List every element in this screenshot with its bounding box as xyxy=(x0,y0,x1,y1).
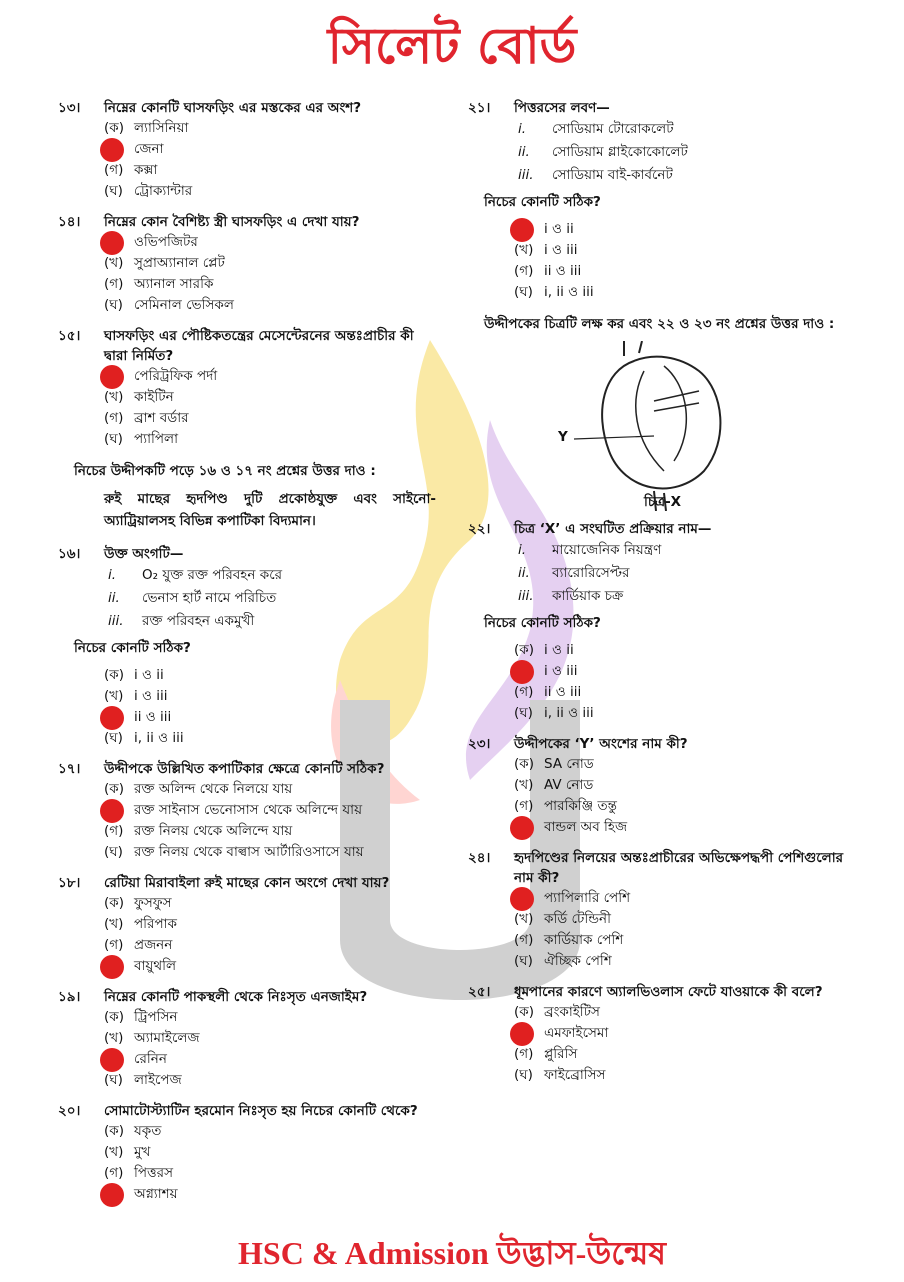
answer-marker-dot xyxy=(510,816,534,840)
question-block xyxy=(58,98,436,202)
option-text: i, ii ও iii xyxy=(544,284,594,300)
left-column xyxy=(58,98,436,1215)
option-row xyxy=(514,682,848,703)
option-letter: (ক) xyxy=(104,781,124,797)
question-block xyxy=(58,326,436,450)
question-header xyxy=(58,873,436,893)
question-header xyxy=(58,759,436,779)
option-letter: (খ) xyxy=(104,688,124,704)
option-text: ii ও iii xyxy=(134,709,172,725)
option-text: কাইটিন xyxy=(134,389,174,405)
option-row xyxy=(104,686,436,707)
option-row xyxy=(514,909,848,930)
figure-caption: চিত্র-X xyxy=(644,494,682,510)
question-number: ১৫। xyxy=(58,328,81,344)
answer-marker-dot xyxy=(100,1048,124,1072)
option-letter: (ঘ) xyxy=(514,284,533,300)
option-text: লাইপেজ xyxy=(134,1072,182,1088)
option-text: মুখ xyxy=(134,1144,151,1160)
answer-marker-dot xyxy=(100,955,124,979)
answer-marker-dot xyxy=(100,138,124,162)
option-text: প্লুরিসি xyxy=(544,1046,578,1062)
statement-numeral: i. xyxy=(518,542,527,558)
option-text: রক্ত নিলয় থেকে বাল্বাস আর্টারিওসাসে যায় xyxy=(134,844,364,860)
question-number: ১৪। xyxy=(58,214,81,230)
option-text: i ও ii xyxy=(544,642,574,658)
option-text: ঐচ্ছিক পেশি xyxy=(544,953,612,969)
question-text: পিত্তরসের লবণ— xyxy=(514,100,610,116)
option-text: বায়ুথলি xyxy=(134,958,177,974)
question-number: ২৫। xyxy=(468,984,491,1000)
option-letter: (ক) xyxy=(104,1123,124,1139)
option-letter: (ঘ) xyxy=(104,431,123,447)
question-text: নিম্নের কোন বৈশিষ্ট্য স্ত্রী ঘাসফড়িং এ দেখা যায়? xyxy=(104,214,360,230)
statement-text: সোডিয়াম গ্লাইকোকোলেট xyxy=(552,144,688,160)
option-row xyxy=(104,728,436,749)
option-text: অগ্ন্যাশয় xyxy=(134,1186,178,1202)
statement-row xyxy=(518,164,848,187)
statement-row xyxy=(518,585,848,608)
question-text: হৃদপিণ্ডের নিলয়ের অন্তঃপ্রাচীরের অভিক্ষেপদ্ধপী পেশিগুলোর নাম কী? xyxy=(514,850,844,886)
question-text: চিত্র ‘X’ এ সংঘটিত প্রক্রিয়ার নাম— xyxy=(514,521,712,537)
option-text: রক্ত নিলয় থেকে অলিন্দে যায় xyxy=(134,823,293,839)
option-row xyxy=(514,1065,848,1086)
option-letter: (ঘ) xyxy=(514,705,533,721)
answer-marker-dot xyxy=(100,706,124,730)
question-block xyxy=(58,759,436,863)
option-row xyxy=(104,893,436,914)
option-text: i ও iii xyxy=(544,663,578,679)
question-text: রেটিয়া মিরাবাইলা রুই মাছের কোন অংগে দেখা যায়? xyxy=(104,875,390,891)
statement-text: সোডিয়াম বাই-কার্বনেট xyxy=(552,167,673,183)
option-text: ব্রংকাইটিস xyxy=(544,1004,600,1020)
option-row xyxy=(104,1007,436,1028)
statement-numeral: ii. xyxy=(108,590,120,606)
answer-marker-dot xyxy=(510,1022,534,1046)
option-letter: (ক) xyxy=(104,667,124,683)
option-letter: (খ) xyxy=(104,389,124,405)
question-number: ২৪। xyxy=(468,850,491,866)
option-text: পারকিঞ্জি তন্তু xyxy=(544,798,617,814)
right-column xyxy=(468,98,848,1096)
page-title: সিলেট বোর্ড xyxy=(327,17,577,75)
option-row xyxy=(104,1028,436,1049)
stimulus-instruction: উদ্দীপকের চিত্রটি লক্ষ কর এবং ২২ ও ২৩ নং প্রশ্নের উত্তর দাও : xyxy=(484,316,835,332)
option-text: পেরিট্রফিক পর্দা xyxy=(134,368,218,384)
which-correct-prompt: নিচের কোনটি সঠিক? xyxy=(74,640,191,656)
option-row xyxy=(514,1002,848,1023)
statement-text: কার্ডিয়াক চক্র xyxy=(552,588,624,604)
question-number: ২০। xyxy=(58,1103,81,1119)
answer-marker-dot xyxy=(510,887,534,911)
question-block xyxy=(58,544,436,749)
option-text: i, ii ও iii xyxy=(134,730,184,746)
stimulus-passage: রুই মাছের হৃদপিণ্ড দুটি প্রকোষ্ঠযুক্ত এবং সাইনো-অ্যাট্রিয়ালসহ বিভিন্ন কপাটিকা বিদ্যমান। xyxy=(104,491,436,529)
question-block xyxy=(58,987,436,1091)
question-block xyxy=(468,98,848,303)
option-letter: (খ) xyxy=(514,911,534,927)
option-letter: (খ) xyxy=(104,916,124,932)
option-row xyxy=(104,1070,436,1091)
answer-marker-dot xyxy=(100,231,124,255)
option-text: অ্যানাল সারকি xyxy=(134,276,214,292)
option-text: ফাইব্রোসিস xyxy=(544,1067,606,1083)
option-letter: (খ) xyxy=(514,777,534,793)
statement-row xyxy=(108,587,436,610)
question-block xyxy=(468,734,848,838)
option-text: AV নোড xyxy=(544,777,594,793)
question-text: উদ্দীপকে উল্লিখিত কপাটিকার ক্ষেত্রে কোনটি সঠিক? xyxy=(104,761,385,777)
option-row xyxy=(514,219,848,240)
question-text: ধূমপানের কারণে অ্যালভিওলাস ফেটে যাওয়াকে কী বলে? xyxy=(514,984,823,1000)
option-row xyxy=(104,295,436,316)
option-text: i ও ii xyxy=(134,667,164,683)
statement-numeral: iii. xyxy=(518,588,534,604)
question-text: উক্ত অংগটি— xyxy=(104,546,184,562)
statement-text: O₂ যুক্ত রক্ত পরিবহন করে xyxy=(142,567,283,583)
question-number: ২২। xyxy=(468,521,491,537)
heart-figure xyxy=(514,341,848,511)
question-header xyxy=(468,982,848,1002)
option-text: যকৃত xyxy=(134,1123,162,1139)
option-text: ওভিপজিটর xyxy=(134,234,198,250)
question-block xyxy=(58,873,436,977)
option-letter: (ক) xyxy=(104,1009,124,1025)
option-letter: (গ) xyxy=(514,684,534,700)
question-number: ১৭। xyxy=(58,761,81,777)
question-block xyxy=(468,982,848,1086)
option-row xyxy=(514,240,848,261)
statement-row xyxy=(518,118,848,141)
statement-row xyxy=(518,562,848,585)
heart-diagram-icon xyxy=(514,341,814,511)
option-row xyxy=(104,821,436,842)
option-letter: (খ) xyxy=(514,242,534,258)
option-letter: (গ) xyxy=(104,937,124,953)
question-header xyxy=(468,848,848,888)
option-letter: (গ) xyxy=(104,410,124,426)
option-text: কার্ডিয়াক পেশি xyxy=(544,932,624,948)
statement-numeral: iii. xyxy=(518,167,534,183)
option-row xyxy=(514,703,848,724)
statement-text: সোডিয়াম টোরোকলেট xyxy=(552,121,674,137)
option-letter: (গ) xyxy=(104,1165,124,1181)
question-number: ২১। xyxy=(468,100,491,116)
option-letter: (গ) xyxy=(514,798,534,814)
answer-marker-dot xyxy=(100,799,124,823)
option-text: এমফাইসেমা xyxy=(544,1025,609,1041)
option-letter: (গ) xyxy=(104,162,124,178)
question-block xyxy=(58,212,436,316)
question-block xyxy=(468,848,848,972)
statement-numeral: ii. xyxy=(518,144,530,160)
option-row xyxy=(514,1023,848,1044)
option-row xyxy=(104,1121,436,1142)
stimulus-instruction: নিচের উদ্দীপকটি পড়ে ১৬ ও ১৭ নং প্রশ্নের উত্তর দাও : xyxy=(74,463,376,479)
option-letter: (ঘ) xyxy=(514,953,533,969)
question-number: ২৩। xyxy=(468,736,491,752)
option-letter: (গ) xyxy=(514,932,534,948)
question-header xyxy=(58,212,436,232)
question-header xyxy=(58,326,436,366)
option-row xyxy=(514,282,848,303)
question-header xyxy=(58,98,436,118)
option-row xyxy=(104,1184,436,1205)
option-text: কক্সা xyxy=(134,162,158,178)
question-text: সোমাটোস্ট্যাটিন হরমোন নিঃসৃত হয় নিচের কোনটি থেকে? xyxy=(104,1103,418,1119)
footer-brand: HSC & Admission উদ্ভাস-উন্মেষ xyxy=(238,1235,666,1271)
option-letter: (ঘ) xyxy=(104,297,123,313)
which-correct-prompt: নিচের কোনটি সঠিক? xyxy=(484,194,601,210)
option-letter: (গ) xyxy=(104,276,124,292)
option-row xyxy=(104,429,436,450)
statement-text: রক্ত পরিবহন একমুখী xyxy=(142,613,255,629)
option-text: i ও iii xyxy=(134,688,168,704)
option-letter: (ক) xyxy=(104,120,124,136)
option-letter: (ঘ) xyxy=(514,1067,533,1083)
statement-numeral: iii. xyxy=(108,613,124,629)
option-text: i ও ii xyxy=(544,221,574,237)
option-row xyxy=(104,779,436,800)
question-header xyxy=(58,987,436,1007)
statement-row xyxy=(108,610,436,633)
question-number: ১৯। xyxy=(58,989,81,1005)
question-number: ১৬। xyxy=(58,546,81,562)
option-letter: (ক) xyxy=(514,1004,534,1020)
option-text: সেমিনাল ভেসিকল xyxy=(134,297,234,313)
option-text: রক্ত সাইনাস ভেনোসাস থেকে অলিন্দে যায় xyxy=(134,802,363,818)
option-letter: (ক) xyxy=(514,756,534,772)
answer-marker-dot xyxy=(510,660,534,684)
option-row xyxy=(104,935,436,956)
option-text: ii ও iii xyxy=(544,684,582,700)
option-row xyxy=(514,754,848,775)
option-row xyxy=(104,842,436,863)
option-text: ল্যাসিনিয়া xyxy=(134,120,189,136)
option-text: i, ii ও iii xyxy=(544,705,594,721)
statement-numeral: i. xyxy=(518,121,527,137)
option-row xyxy=(514,817,848,838)
option-row xyxy=(104,387,436,408)
option-text: ব্রাশ বর্ডার xyxy=(134,410,189,426)
question-text: নিম্নের কোনটি পাকস্থলী থেকে নিঃসৃত এনজাইম? xyxy=(104,989,368,1005)
option-row xyxy=(104,118,436,139)
statement-text: ব্যারোরিসেপ্টর xyxy=(552,565,630,581)
option-text: i ও iii xyxy=(544,242,578,258)
option-text: কর্ডি টেন্ডিনী xyxy=(544,911,611,927)
option-text: জেনা xyxy=(134,141,164,157)
which-correct-prompt: নিচের কোনটি সঠিক? xyxy=(484,615,601,631)
question-text: উদ্দীপকের ‘Y’ অংশের নাম কী? xyxy=(514,736,688,752)
question-text: নিম্নের কোনটি ঘাসফড়িং এর মস্তকের এর অংশ? xyxy=(104,100,362,116)
option-text: প্রজনন xyxy=(134,937,173,953)
option-text: সুপ্রাঅ্যানাল প্লেট xyxy=(134,255,225,271)
option-row xyxy=(104,139,436,160)
option-letter: (খ) xyxy=(104,1144,124,1160)
question-block xyxy=(468,519,848,724)
statement-row xyxy=(518,539,848,562)
option-row xyxy=(514,951,848,972)
option-letter: (ঘ) xyxy=(104,730,123,746)
option-letter: (ক) xyxy=(104,895,124,911)
option-row xyxy=(104,366,436,387)
option-text: ট্রোক্যান্টার xyxy=(134,183,193,199)
option-row xyxy=(514,1044,848,1065)
option-text: প্যাপিলারি পেশি xyxy=(544,890,631,906)
option-letter: (গ) xyxy=(104,823,124,839)
option-row xyxy=(104,1142,436,1163)
option-letter: (ঘ) xyxy=(104,844,123,860)
option-letter: (গ) xyxy=(514,1046,534,1062)
option-row xyxy=(104,232,436,253)
answer-marker-dot xyxy=(100,365,124,389)
option-text: অ্যামাইলেজ xyxy=(134,1030,200,1046)
option-letter: (গ) xyxy=(514,263,534,279)
option-letter: (ঘ) xyxy=(104,183,123,199)
option-row xyxy=(104,408,436,429)
option-row xyxy=(514,261,848,282)
question-header xyxy=(468,98,848,118)
option-row xyxy=(514,930,848,951)
question-text: ঘাসফড়িং এর পৌষ্টিকতন্ত্রের মেসেন্টেরনের অন্তঃপ্রাচীর কী দ্বারা নির্মিত? xyxy=(104,328,414,364)
option-row xyxy=(104,914,436,935)
option-row xyxy=(104,160,436,181)
option-row xyxy=(104,800,436,821)
statement-text: মায়োজেনিক নিয়ন্ত্রণ xyxy=(552,542,662,558)
option-text: ট্রিপসিন xyxy=(134,1009,178,1025)
question-number: ১৩। xyxy=(58,100,81,116)
option-row xyxy=(104,1163,436,1184)
option-text: প্যাপিলা xyxy=(134,431,178,447)
option-text: পিত্তরস xyxy=(134,1165,174,1181)
option-row xyxy=(104,1049,436,1070)
option-row xyxy=(104,707,436,728)
option-text: বান্ডল অব হিজ xyxy=(544,819,628,835)
option-letter: (খ) xyxy=(104,255,124,271)
option-row xyxy=(514,775,848,796)
figure-label-y: Y xyxy=(558,429,568,445)
option-row xyxy=(104,274,436,295)
question-header xyxy=(468,519,848,539)
statement-numeral: i. xyxy=(108,567,117,583)
question-number: ১৮। xyxy=(58,875,81,891)
question-header xyxy=(468,734,848,754)
option-letter: (ঘ) xyxy=(104,1072,123,1088)
option-row xyxy=(514,640,848,661)
statement-numeral: ii. xyxy=(518,565,530,581)
question-block xyxy=(58,1101,436,1205)
option-row xyxy=(514,888,848,909)
option-row xyxy=(514,661,848,682)
option-row xyxy=(104,253,436,274)
answer-marker-dot xyxy=(100,1183,124,1207)
option-row xyxy=(104,956,436,977)
statement-row xyxy=(518,141,848,164)
option-text: ফুসফুস xyxy=(134,895,172,911)
option-row xyxy=(514,796,848,817)
option-text: SA নোড xyxy=(544,756,594,772)
option-text: ii ও iii xyxy=(544,263,582,279)
option-row xyxy=(104,665,436,686)
answer-marker-dot xyxy=(510,218,534,242)
question-header xyxy=(58,1101,436,1121)
question-header xyxy=(58,544,436,564)
option-text: পরিপাক xyxy=(134,916,177,932)
option-row xyxy=(104,181,436,202)
statement-row xyxy=(108,564,436,587)
option-letter: (ক) xyxy=(514,642,534,658)
option-text: রেনিন xyxy=(134,1051,167,1067)
option-letter: (খ) xyxy=(104,1030,124,1046)
statement-text: ভেনাস হার্ট নামে পরিচিত xyxy=(142,590,277,606)
option-text: রক্ত অলিন্দ থেকে নিলয়ে যায় xyxy=(134,781,293,797)
